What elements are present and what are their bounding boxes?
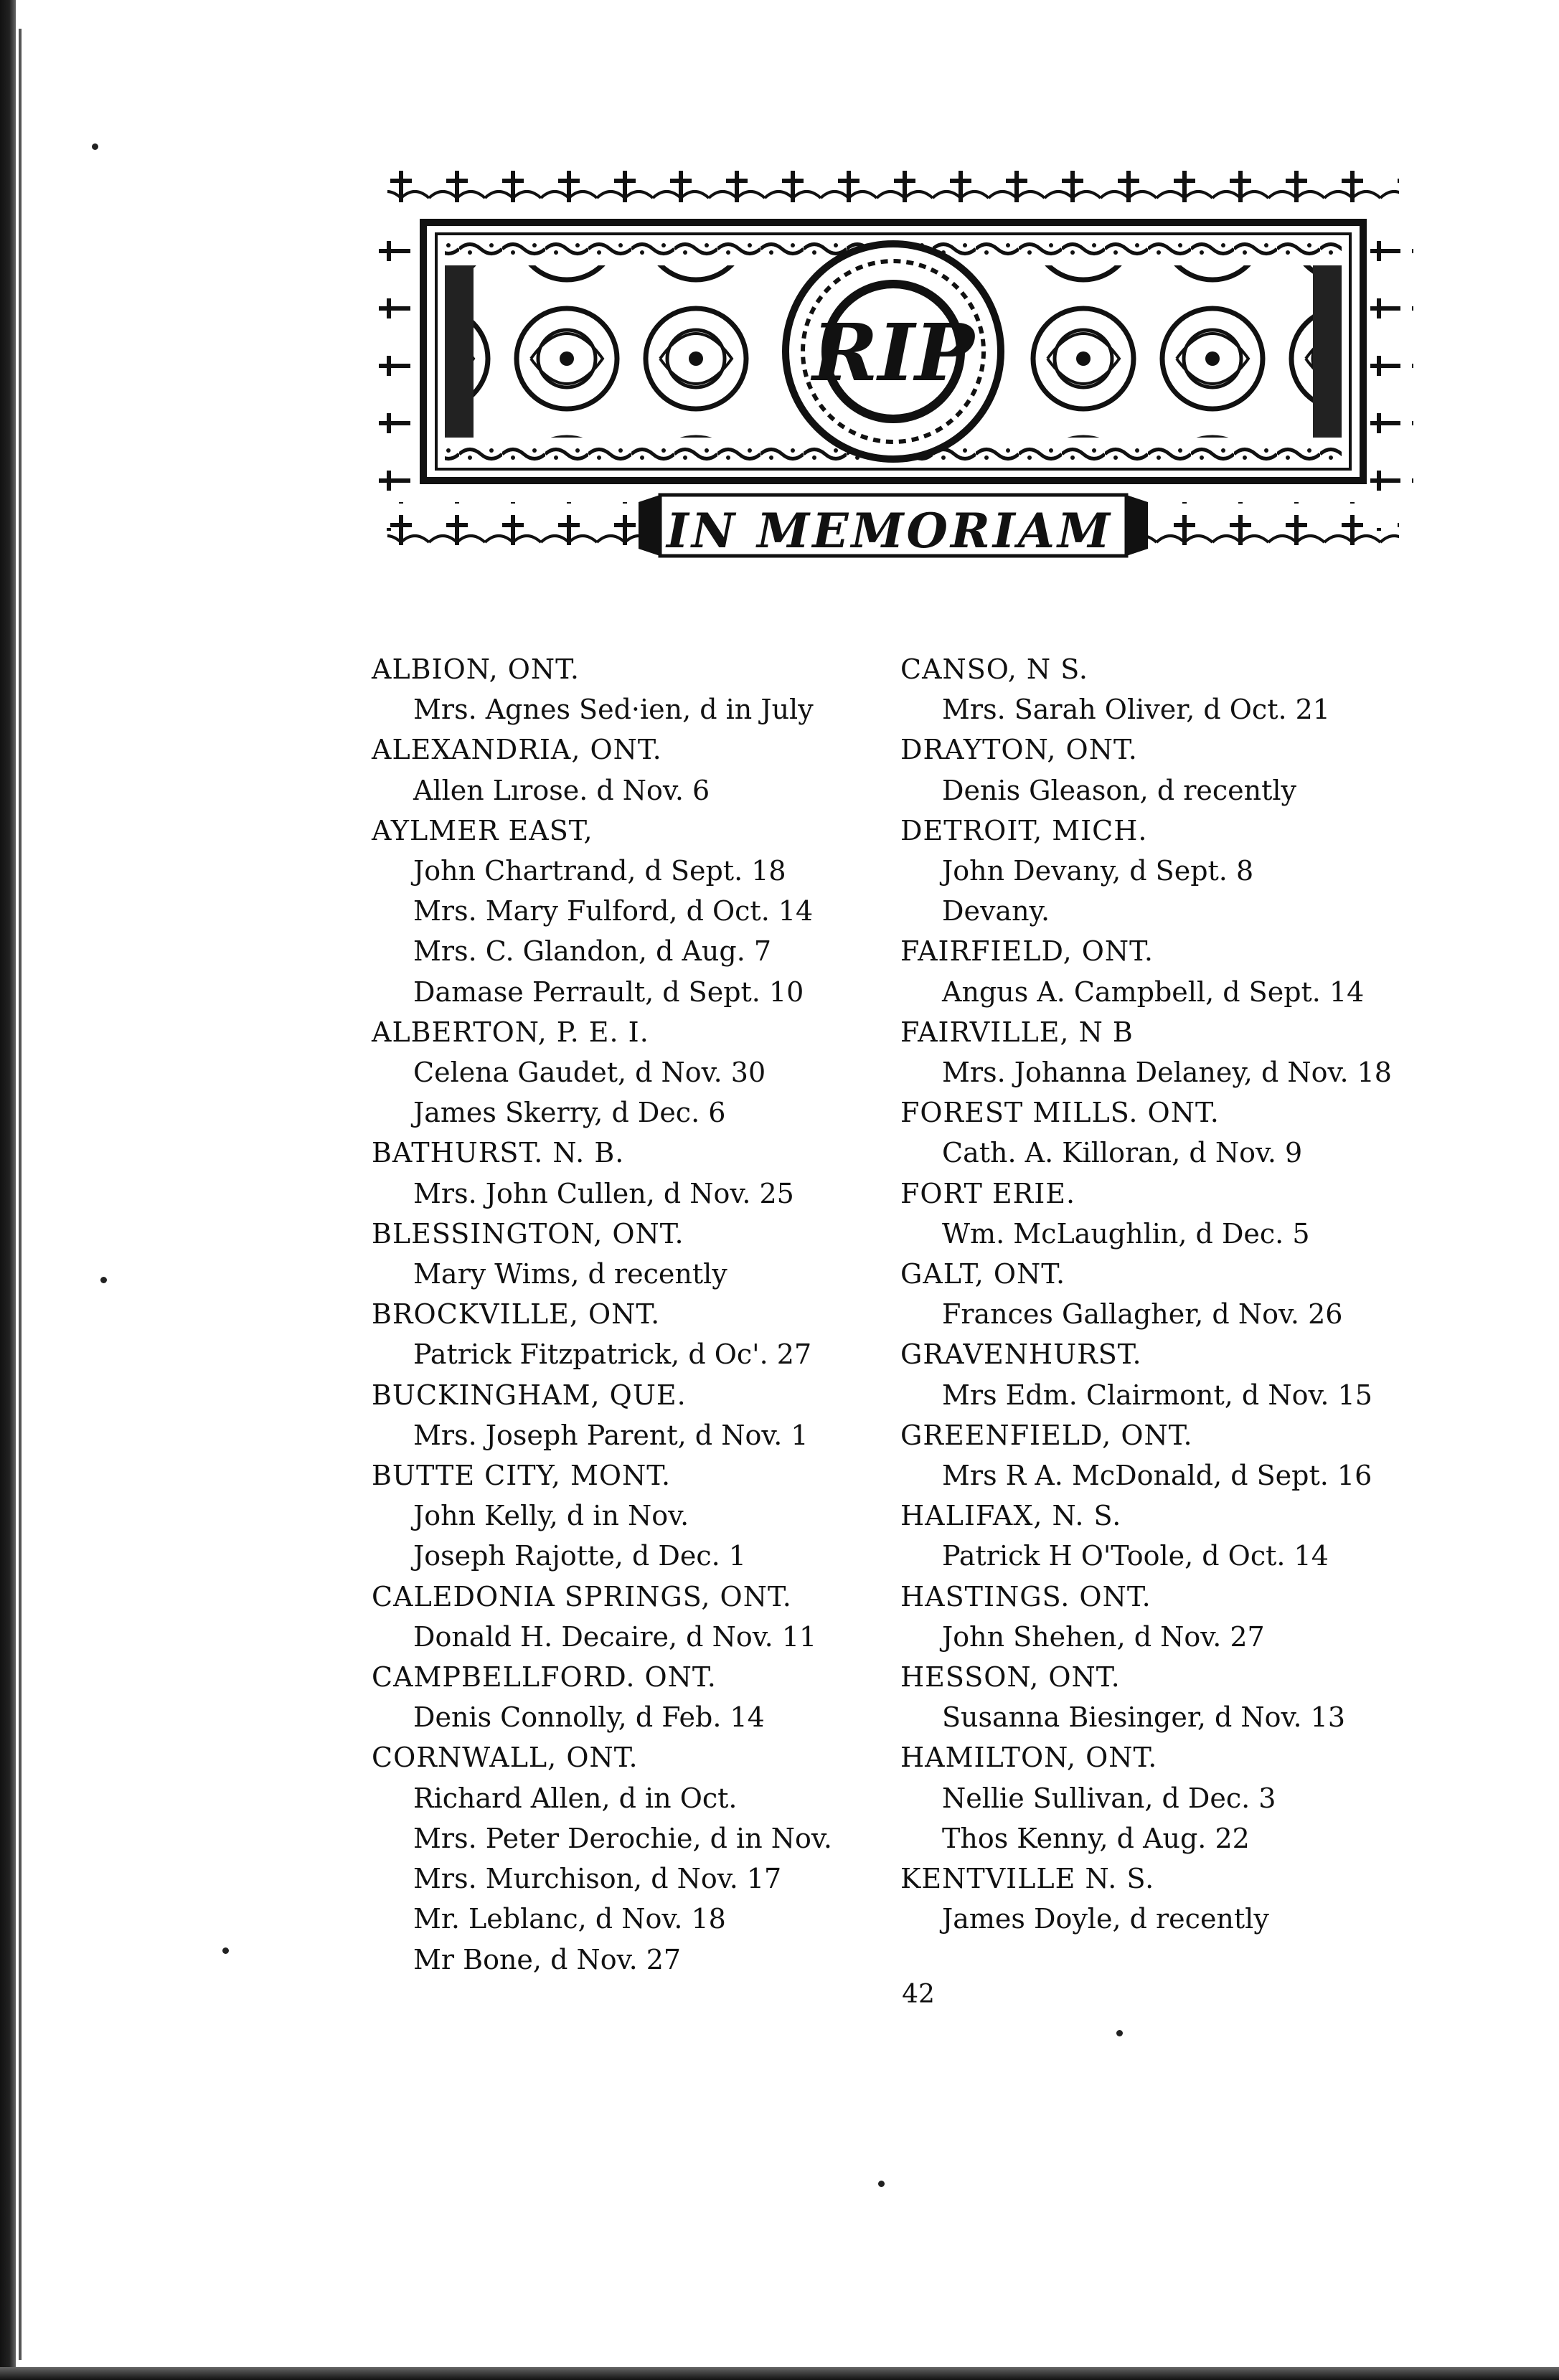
place-heading: GRAVENHURST.: [900, 1338, 1142, 1371]
obituary-entry: Mrs. Joseph Parent, d Nov. 1: [413, 1419, 809, 1451]
obituary-entry: Mrs. John Cullen, d Nov. 25: [413, 1177, 794, 1209]
place-heading: ALBERTON, P. E. I.: [372, 1016, 649, 1048]
place-heading: BUTTE CITY, MONT.: [372, 1460, 672, 1492]
obituary-entry: Mr Bone, d Nov. 27: [413, 1943, 682, 1975]
obituary-entry: Joseph Rajotte, d Dec. 1: [413, 1540, 746, 1572]
obituary-entry: Mr. Leblanc, d Nov. 18: [413, 1903, 726, 1935]
place-heading: DRAYTON, ONT.: [900, 734, 1138, 766]
left-column: [372, 649, 917, 1980]
obituary-entry: Mrs Edm. Clairmont, d Nov. 15: [942, 1379, 1372, 1411]
obituary-entry: Donald H. Decaire, d Nov. 11: [413, 1620, 817, 1653]
place-heading: CAMPBELLFORD. ONT.: [372, 1661, 717, 1694]
place-heading: CALEDONIA SPRINGS, ONT.: [372, 1580, 792, 1612]
obituary-entry: Susanna Biesinger, d Nov. 13: [942, 1701, 1346, 1734]
obituary-entry: Mrs. Murchison, d Nov. 17: [413, 1863, 782, 1895]
place-heading: BLESSINGTON, ONT.: [372, 1217, 684, 1250]
place-heading: HALIFAX, N. S.: [900, 1500, 1122, 1532]
print-speck: [100, 1277, 107, 1283]
obituary-entry: Devany.: [942, 895, 1050, 927]
obituary-entry: Mary Wims, d recently: [413, 1258, 727, 1290]
obituary-entry: Celena Gaudet, d Nov. 30: [413, 1057, 766, 1089]
obituary-entry: Nellie Sullivan, d Dec. 3: [942, 1782, 1276, 1814]
print-speck: [878, 2181, 885, 2187]
obituary-entry: Cath. A. Killoran, d Nov. 9: [942, 1137, 1303, 1169]
page-left-edge: [0, 0, 16, 2380]
obituary-entry: Denis Gleason, d recently: [942, 774, 1297, 806]
print-speck: [222, 1947, 229, 1954]
svg-text:RIP: RIP: [812, 306, 974, 399]
obituary-entry: Frances Gallagher, d Nov. 26: [942, 1298, 1343, 1331]
place-heading: HASTINGS. ONT.: [900, 1580, 1151, 1612]
obituary-entry: Mrs. Peter Derochie, d in Nov.: [413, 1822, 832, 1854]
place-heading: CANSO, N S.: [900, 653, 1088, 685]
page-number: 42: [902, 1980, 935, 2009]
place-heading: FOREST MILLS. ONT.: [900, 1097, 1220, 1129]
place-heading: CORNWALL, ONT.: [372, 1742, 639, 1774]
page-bottom-edge: [0, 2367, 1559, 2380]
banner-caption: IN MEMORIAM: [666, 503, 1113, 559]
obituary-entry: John Chartrand, d Sept. 18: [413, 855, 786, 887]
place-heading: DETROIT, MICH.: [900, 814, 1148, 846]
obituary-entry: Wm. McLaughlin, d Dec. 5: [942, 1217, 1310, 1250]
place-heading: HAMILTON, ONT.: [900, 1742, 1158, 1774]
place-heading: FAIRVILLE, N B: [900, 1016, 1134, 1048]
obituary-entry: John Shehen, d Nov. 27: [942, 1620, 1265, 1653]
obituary-entry: Thos Kenny, d Aug. 22: [942, 1822, 1250, 1854]
obituary-entry: Angus A. Campbell, d Sept. 14: [942, 976, 1365, 1008]
obituary-entry: Mrs. Mary Fulford, d Oct. 14: [413, 895, 814, 927]
obituary-entry: Patrick Fitzpatrick, d Oc'. 27: [413, 1338, 812, 1371]
obituary-entry: Patrick H O'Toole, d Oct. 14: [942, 1540, 1329, 1572]
obituary-entry: Mrs. Agnes Sed·ien, d in July: [413, 694, 814, 726]
place-heading: BROCKVILLE, ONT.: [372, 1298, 661, 1331]
obituary-entry: James Doyle, d recently: [942, 1903, 1269, 1935]
place-heading: GALT, ONT.: [900, 1258, 1066, 1290]
obituary-entry: John Devany, d Sept. 8: [942, 855, 1254, 887]
place-heading: AYLMER EAST,: [372, 814, 593, 846]
place-heading: BUCKINGHAM, QUE.: [372, 1379, 687, 1411]
obituary-entry: Denis Connolly, d Feb. 14: [413, 1701, 765, 1734]
place-heading: FAIRFIELD, ONT.: [900, 935, 1154, 968]
obituary-entry: Mrs. C. Glandon, d Aug. 7: [413, 935, 772, 968]
place-heading: BATHURST. N. B.: [372, 1137, 625, 1169]
place-heading: ALBION, ONT.: [372, 653, 580, 685]
place-heading: GREENFIELD, ONT.: [900, 1419, 1193, 1451]
right-column: [900, 649, 1446, 1940]
place-heading: ALEXANDRIA, ONT.: [372, 734, 662, 766]
print-speck: [92, 143, 98, 150]
obituary-entry: Allen Lırose. d Nov. 6: [413, 774, 710, 806]
place-heading: FORT ERIE.: [900, 1177, 1076, 1209]
place-heading: KENTVILLE N. S.: [900, 1863, 1155, 1895]
obituary-entry: John Kelly, d in Nov.: [413, 1500, 689, 1532]
place-heading: HESSON, ONT.: [900, 1661, 1121, 1694]
print-speck: [1116, 2030, 1123, 2036]
obituary-entry: Mrs R A. McDonald, d Sept. 16: [942, 1460, 1372, 1492]
obituary-entry: Richard Allen, d in Oct.: [413, 1782, 738, 1814]
page-left-edge-line: [19, 29, 22, 2360]
obituary-entry: James Skerry, d Dec. 6: [413, 1097, 726, 1129]
obituary-entry: Damase Perrault, d Sept. 10: [413, 976, 804, 1008]
obituary-entry: Mrs. Johanna Delaney, d Nov. 18: [942, 1057, 1392, 1089]
obituary-entry: Mrs. Sarah Oliver, d Oct. 21: [942, 694, 1330, 726]
